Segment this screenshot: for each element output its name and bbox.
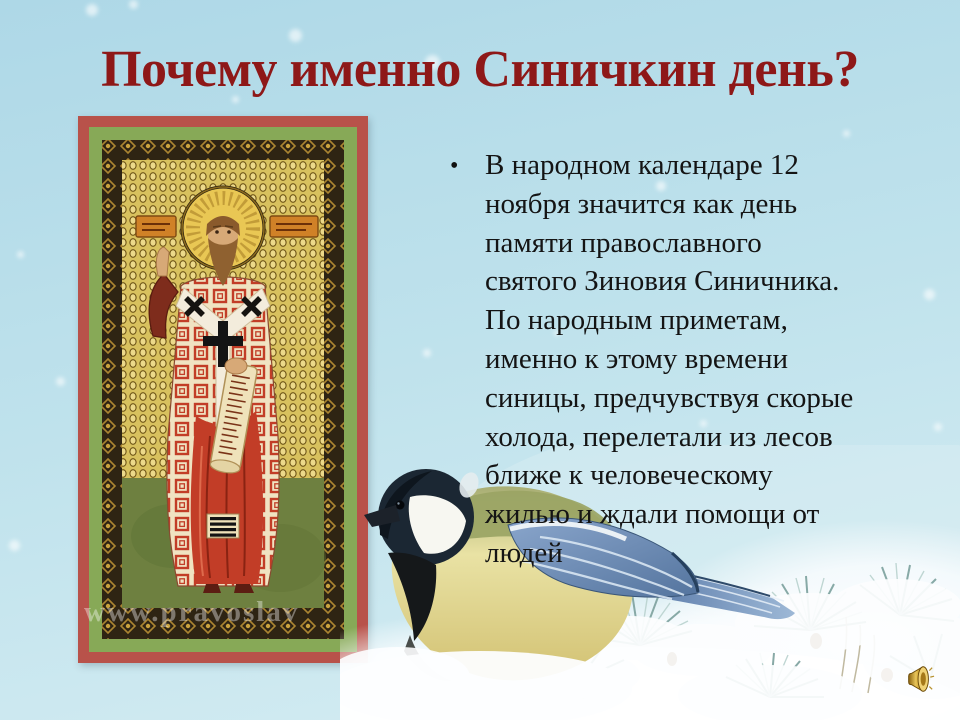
text-line: В народном календаре 12 [485, 149, 799, 181]
speaker-icon[interactable] [903, 662, 935, 696]
text-line: синицы, предчувствуя скорые [485, 381, 854, 414]
saint-icon-image [78, 116, 368, 663]
text-line: ближе к человеческому [485, 459, 773, 492]
text-line: жилью и ждали помощи от [485, 498, 820, 531]
snowflake-dot [56, 377, 65, 386]
text-line: По народным приметам, [485, 304, 788, 337]
snowflake-dot [843, 130, 850, 137]
snowflake-dot [86, 4, 98, 16]
icon-watermark: www.pravoslav [84, 596, 300, 628]
text-line: святого Зиновия Синичника. [485, 265, 840, 298]
text-line: холода, перелетали из лесов [485, 420, 833, 453]
body-text-block [448, 146, 932, 573]
snowflake-dot [17, 251, 24, 258]
text-line: именно к этому времени [485, 342, 788, 375]
snowflake-dot [9, 540, 20, 551]
text-line: памяти православного [485, 226, 762, 259]
snowflake-dot [423, 349, 431, 357]
saint-icon-svg [78, 116, 368, 663]
bullet-marker: • [450, 153, 459, 179]
text-line: ноября значится как день [485, 187, 798, 220]
slide-title: Почему именно Синичкин день? [101, 41, 859, 98]
snowflake-dot [934, 423, 942, 431]
snowflake-dot [129, 0, 138, 9]
text-line: людей [485, 536, 563, 569]
